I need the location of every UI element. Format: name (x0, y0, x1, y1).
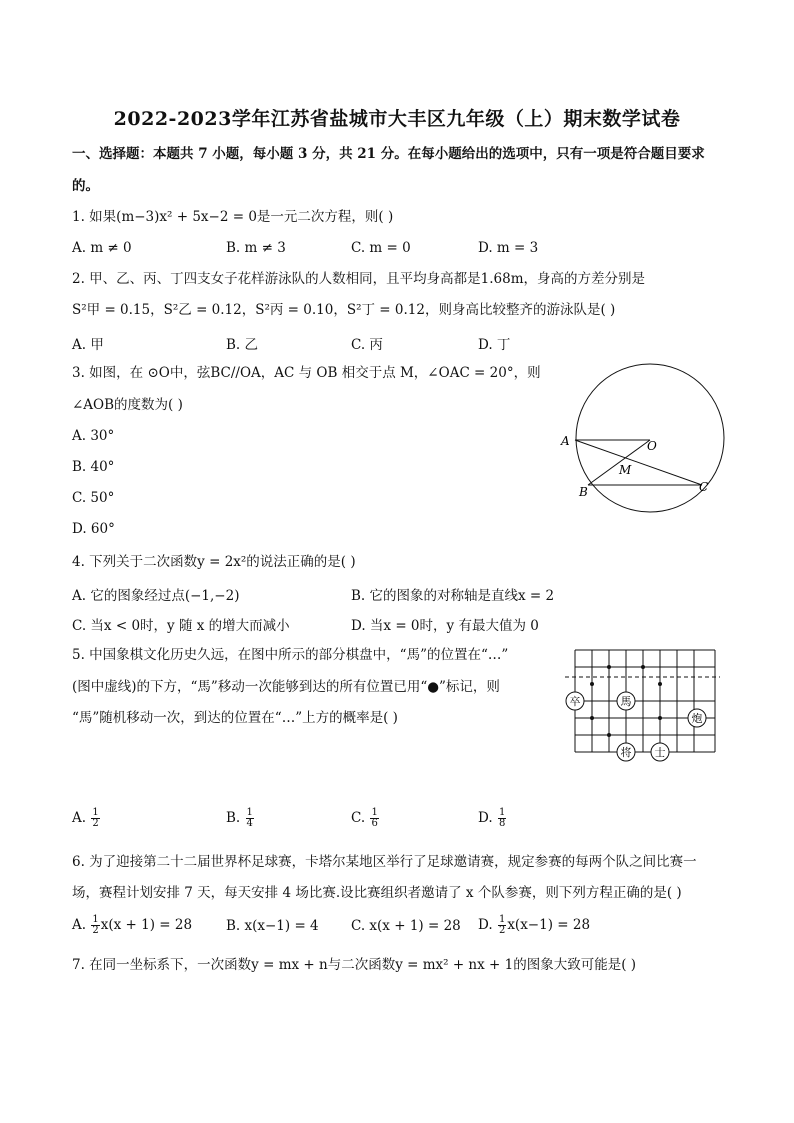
q1-option-a: A. m ≠ 0 (72, 240, 132, 256)
q7-stem: 7. 在同一坐标系下，一次函数y = mx + n与二次函数y = mx² + nx + 1的图象大致可能是( ) (72, 957, 637, 973)
section-heading-cont: 的。 (72, 178, 99, 194)
q2-option-a: A. 甲 (72, 337, 104, 353)
q5-chessboard-figure (560, 645, 725, 770)
mark-dot (641, 665, 645, 669)
svg-text:卒: 卒 (569, 695, 581, 708)
q4-stem: 4. 下列关于二次函数y = 2x²的说法正确的是( ) (72, 554, 356, 570)
piece-jiang (617, 743, 635, 761)
q1-option-b: B. m ≠ 3 (226, 240, 286, 256)
mark-dot (590, 716, 594, 720)
q2-option-b: B. 乙 (226, 337, 259, 353)
q2-stem-line1: 2. 甲、乙、丙、丁四支女子花样游泳队的人数相同，且平均身高都是1.68m，身高的方差分别是 (72, 271, 646, 287)
q5-stem-line2: (图中虚线)的下方，“馬”移动一次能够到达的所有位置已用“●”标记，则 (72, 679, 500, 695)
q3-option-c: C. 50° (72, 490, 115, 506)
svg-text:炮: 炮 (691, 712, 703, 725)
q1-option-d: D. m = 3 (478, 240, 539, 256)
mark-dot (607, 665, 611, 669)
q3-stem-line1: 3. 如图，在 ⊙O中，弦BC//OA，AC 与 OB 相交于点 M，∠OAC = 20°，则 (72, 365, 541, 381)
label-b: B (579, 485, 588, 499)
q3-option-b: B. 40° (72, 459, 115, 475)
q4-option-d: D. 当x = 0时，y 有最大值为 0 (351, 618, 539, 634)
piece-ma (617, 692, 635, 710)
svg-text:士: 士 (654, 746, 666, 759)
q5-option-a: A. $\frac{1}{2}$ (72, 807, 99, 829)
page-title: 2022-2023学年江苏省盐城市大丰区九年级（上）期末数学试卷 (113, 108, 681, 130)
q5-option-c: C. $\frac{1}{6}$ (351, 807, 378, 829)
q6-option-d: D. $\frac{1}{2}$ x(x−1) = 28 (478, 914, 591, 936)
svg-text:馬: 馬 (620, 695, 632, 708)
label-o: O (647, 439, 657, 453)
q3-option-a: A. 30° (72, 428, 115, 444)
svg-text:将: 将 (620, 746, 632, 759)
mark-dot (658, 716, 662, 720)
q6-stem-line1: 6. 为了迎接第二十二届世界杯足球赛，卡塔尔某地区举行了足球邀请赛，规定参赛的每两个队之间比赛一 (72, 854, 697, 870)
segment-ac (575, 440, 702, 485)
q3-stem-line2: ∠AOB的度数为( ) (72, 397, 183, 413)
q1-option-c: C. m = 0 (351, 240, 411, 256)
q1-stem: 1. 如果(m−3)x² + 5x−2 = 0是一元二次方程，则( ) (72, 209, 394, 225)
piece-pao (688, 709, 706, 727)
section-heading: 一、选择题：本题共 7 小题，每小题 3 分，共 21 分。在每小题给出的选项中，只有一项是符合题目要求 (72, 146, 705, 162)
q6-option-a: A. $\frac{1}{2}$ x(x + 1) = 28 (72, 914, 193, 936)
q3-circle-figure (555, 360, 735, 520)
q4-option-c: C. 当x < 0时，y 随 x 的增大而减小 (72, 618, 290, 634)
q5-option-b: B. $\frac{1}{4}$ (226, 807, 253, 829)
q3-option-d: D. 60° (72, 521, 115, 537)
mark-dot (607, 733, 611, 737)
q6-option-c: C. x(x + 1) = 28 (351, 918, 461, 934)
q5-stem-line3: “馬”随机移动一次，到达的位置在“…”上方的概率是( ) (72, 710, 398, 726)
q5-stem-line1: 5. 中国象棋文化历史久远，在图中所示的部分棋盘中，“馬”的位置在“…” (72, 647, 509, 663)
q4-option-a: A. 它的图象经过点(−1,−2) (72, 588, 240, 604)
piece-zu (566, 692, 584, 710)
label-m: M (619, 463, 632, 477)
board-grid (575, 650, 715, 752)
mark-dot (658, 682, 662, 686)
q2-option-d: D. 丁 (478, 337, 511, 353)
q5-option-d: D. $\frac{1}{8}$ (478, 807, 506, 829)
piece-shi (651, 743, 669, 761)
q6-option-b: B. x(x−1) = 4 (226, 918, 319, 934)
label-a: A (561, 434, 570, 448)
q4-option-b: B. 它的图象的对称轴是直线x = 2 (351, 588, 555, 604)
mark-dot (590, 682, 594, 686)
q6-stem-line2: 场，赛程计划安排 7 天，每天安排 4 场比赛.设比赛组织者邀请了 x 个队参赛，则下列方程正确的是( ) (72, 885, 682, 901)
q2-option-c: C. 丙 (351, 337, 383, 353)
q2-stem-line2: S²甲 = 0.15，S²乙 = 0.12，S²丙 = 0.10，S²丁 = 0.12，则身高比较整齐的游泳队是( ) (72, 302, 616, 318)
label-c: C (699, 480, 709, 494)
